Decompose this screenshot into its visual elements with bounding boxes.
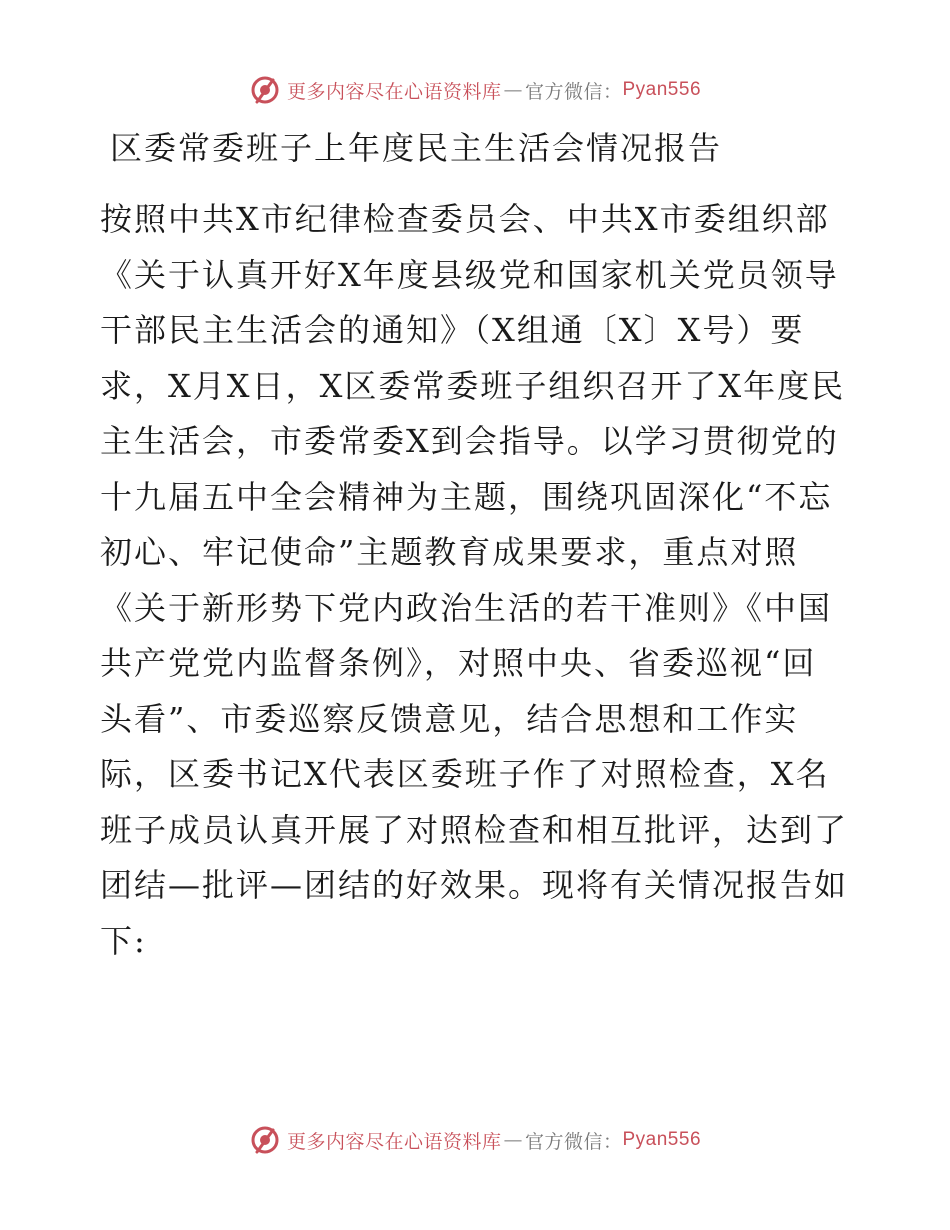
body-line: 按照中共X市纪律检查委员会、中共X市委组织部 — [100, 200, 830, 238]
footer-watermark — [0, 1120, 950, 1160]
document-body — [100, 192, 860, 969]
body-line: 际，区委书记X代表区委班子作了对照检查，X名 — [100, 755, 830, 793]
red-quill-circle-icon — [249, 74, 281, 106]
body-line: 主生活会，市委常委X到会指导。以学习贯彻党的 — [100, 422, 839, 460]
watermark-label: 官方微信： — [524, 1130, 623, 1153]
body-line: 《关于认真开好X年度县级党和国家机关党员领导 — [100, 255, 839, 294]
watermark-account: Pyan556 — [622, 1129, 702, 1150]
red-quill-circle-icon — [249, 1124, 281, 1156]
watermark-label: 官方微信： — [524, 80, 623, 103]
body-line: 《关于新形势下党内政治生活的若干准则》《中国 — [100, 588, 833, 627]
watermark-separator: — — [503, 79, 523, 101]
body-line: 班子成员认真开展了对照检查和相互批评，达到了 — [100, 810, 849, 849]
document-title: 区委常委班子上年度民主生活会情况报告 — [110, 129, 723, 167]
body-line: 团结—批评—团结的好效果。现将有关情况报告如 — [100, 866, 849, 904]
body-line: 求，X月X日，X区委常委班子组织召开了X年度民 — [100, 366, 846, 405]
watermark-brand-text: 更多内容尽在心语资料库 — [286, 80, 502, 103]
header-watermark — [0, 70, 950, 110]
body-line: 干部民主生活会的通知》（X组通〔X〕X号）要 — [100, 311, 805, 349]
watermark-account: Pyan556 — [622, 79, 702, 100]
body-line: 头看”、市委巡察反馈意见，结合思想和工作实 — [100, 699, 799, 738]
watermark-brand-text: 更多内容尽在心语资料库 — [286, 1130, 502, 1153]
watermark-separator: — — [503, 1129, 523, 1151]
body-line: 初心、牢记使命”主题教育成果要求，重点对照 — [100, 533, 799, 571]
body-line: 十九届五中全会精神为主题，围绕巩固深化“不忘 — [100, 477, 833, 516]
body-line: 下: — [100, 921, 147, 960]
body-line: 共产党党内监督条例》，对照中央、省委巡视“回 — [100, 644, 817, 682]
